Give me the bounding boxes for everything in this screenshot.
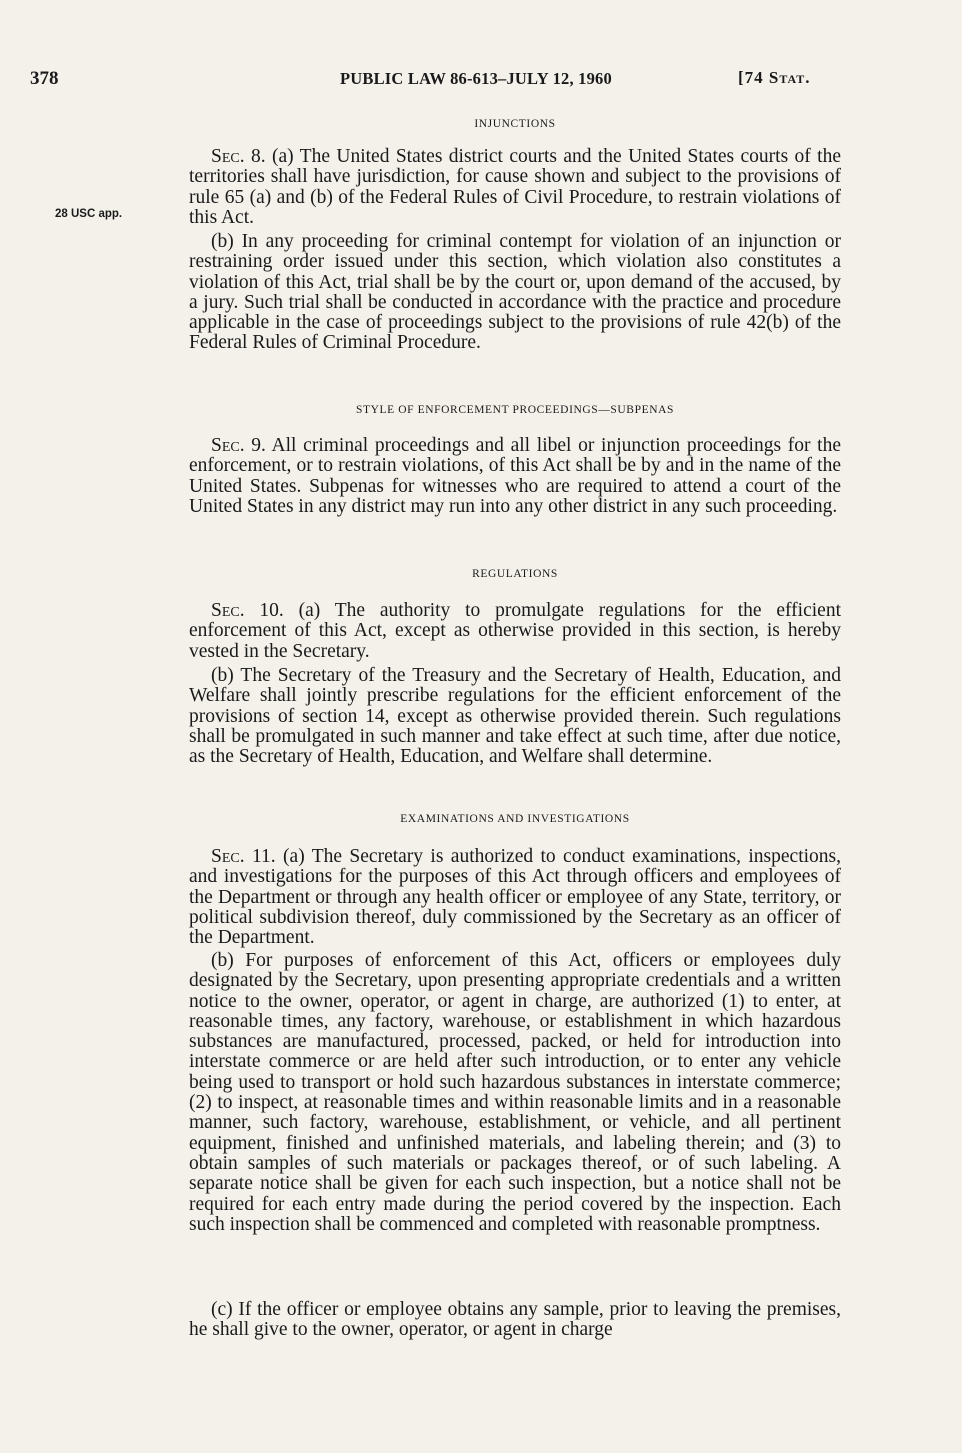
section-paragraph: (b) The Secretary of the Treasury and the Secretary of Health, Education, and Welfare shall jointly prescribe regulations for the efficient enforcement of the provisions of section 14, except as otherwise provided therein. Such regulations shall be promulgated in such manner and take effect at such time, after due notice, as the Secretary of Health, Education, and Welfare shall determine.: [189, 665, 841, 768]
statute-volume: [74 Stat.: [738, 68, 811, 87]
section-heading: REGULATIONS: [472, 568, 558, 580]
section-number: Sec. 11.: [211, 846, 276, 867]
section-paragraph: Sec. 11. (a) The Secretary is authorized to conduct examinations, inspections, and investigations for the purposes of this Act through officers and employees of the Department or through any health officer or employee of any State, territory, or political subdivision thereof, duly commissioned by the Secretary as an officer of the Department.: [189, 846, 842, 949]
running-header-title: PUBLIC LAW 86-613–JULY 12, 1960: [340, 69, 612, 88]
margin-citation: 28 USC app.: [55, 208, 123, 220]
section-heading: STYLE OF ENFORCEMENT PROCEEDINGS—SUBPENAS: [356, 404, 674, 416]
section-paragraph: (c) If the officer or employee obtains any sample, prior to leaving the premises, he shall give to the owner, operator, or agent in charge: [189, 1299, 841, 1341]
section-number: Sec. 8.: [211, 146, 266, 167]
section-number: Sec. 10.: [211, 600, 284, 621]
section-paragraph: Sec. 10. (a) The authority to promulgate regulations for the efficient enforcement of this Act, except as otherwise provided in this section, is hereby vested in the Secretary.: [189, 600, 841, 662]
section-paragraph: Sec. 8. (a) The United States district courts and the United States courts of the territories shall have jurisdiction, for cause shown and subject to the provisions of rule 65 (a) and (b) of the Federal Rules of Civil Procedure, to restrain violations of this Act.: [189, 146, 841, 228]
section-paragraph: (b) For purposes of enforcement of this Act, officers or employees duly designated by the Secretary, upon presenting appropriate credentials and a written notice to the owner, operator, or agent in charge, are authorized (1) to enter, at reasonable times, any factory, warehouse, or establishment in which hazardous substances are manufactured, processed, packed, or held for introduction into interstate commerce or are held after such introduction, or to enter any vehicle being used to transport or hold such hazardous substances in interstate commerce; (2) to inspect, at reasonable times and within reasonable limits and in a reasonable manner, such factory, warehouse, establishment, or vehicle, and all pertinent equipment, finished and unfinished materials, and labeling therein; and (3) to obtain samples of such materials or packages thereof, or of such labeling. A separate notice shall be given for each such inspection, but a notice shall not be required for each entry made during the period covered by the inspection. Each such inspection shall be commenced and completed with reasonable promptness.: [189, 950, 841, 1235]
section-heading: INJUNCTIONS: [474, 118, 556, 130]
section-heading: EXAMINATIONS AND INVESTIGATIONS: [400, 813, 630, 825]
page-number: 378: [30, 68, 59, 89]
section-number: Sec. 9.: [211, 435, 266, 456]
section-paragraph: Sec. 9. All criminal proceedings and all libel or injunction proceedings for the enforcement, or to restrain violations, of this Act shall be by and in the name of the United States. Subpenas for witnesses who are required to attend a court of the United States in any district may run into any other district in any such proceeding.: [189, 435, 841, 517]
section-paragraph: (b) In any proceeding for criminal contempt for violation of an injunction or restraining order issued under this section, which violation also constitutes a violation of this Act, trial shall be by the court or, upon demand of the accused, by a jury. Such trial shall be conducted in accordance with the practice and procedure applicable in the case of proceedings subject to the provisions of rule 42(b) of the Federal Rules of Criminal Procedure.: [189, 231, 841, 354]
